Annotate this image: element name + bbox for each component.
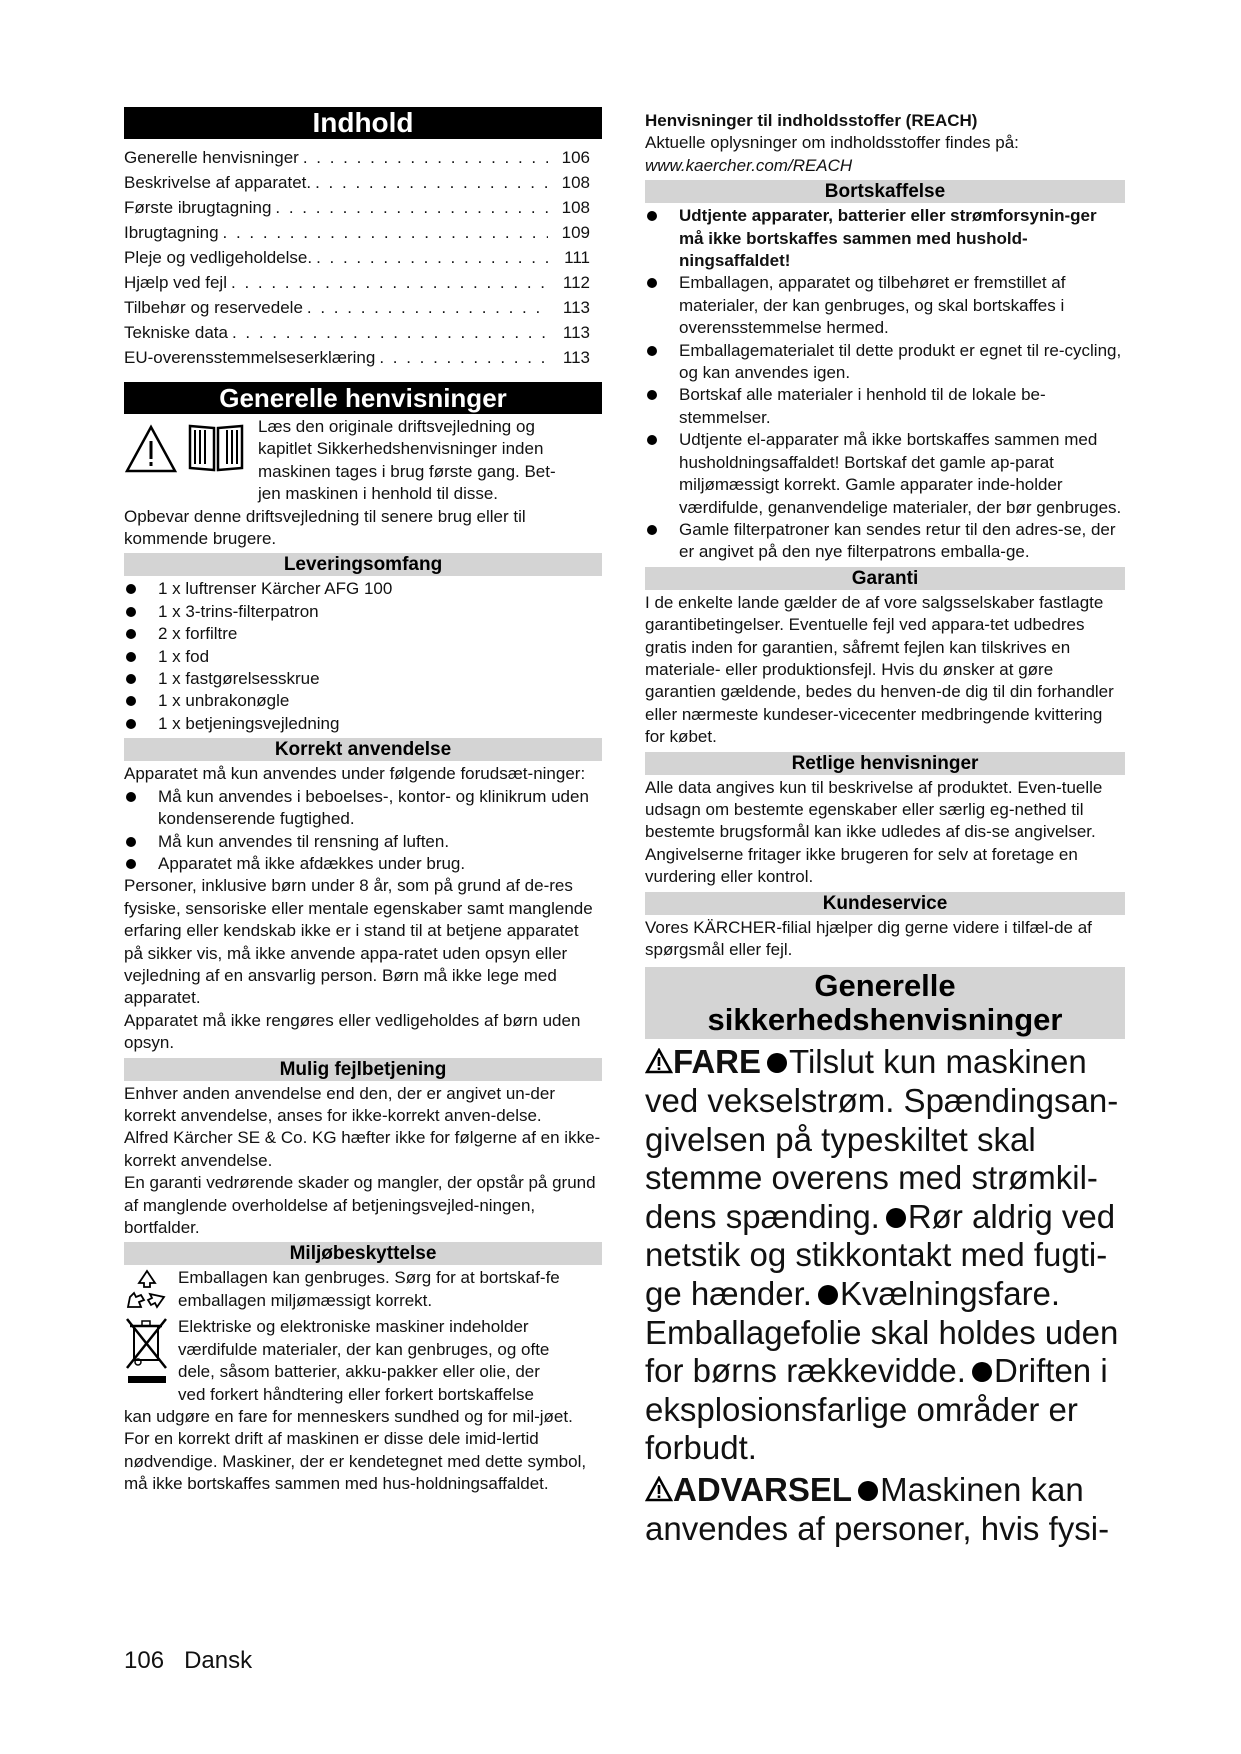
left-column (124, 107, 602, 1496)
reach-link[interactable]: www.kaercher.com/REACH (645, 155, 853, 175)
safety-warning-text: ADVARSEL Maskinen kan anvendes af personer, hvis fysi- (645, 1470, 1110, 1547)
language-label: Dansk (184, 1647, 253, 1674)
recycle-icon (124, 1267, 170, 1311)
misuse-heading: Mulig fejlbetjening (124, 1058, 602, 1081)
intro-line: kapitlet Sikkerhedshenvisninger inden (258, 439, 544, 459)
toc-item[interactable]: EU-overensstemmelseserklæring . . . 113 (124, 345, 590, 370)
list-item: 1 x luftrenser Kärcher AFG 100 (124, 578, 602, 600)
toc-item[interactable]: Pleje og vedligeholdelse. . . . 111 (124, 245, 590, 270)
persons-text: Personer, inklusive børn under 8 år, som på grund af de-res fysiske, sensoriske eller mentale egenskaber samt manglende erfaring eller kendskab ikke er i stand til at betjene apparatet på sikker vis, må ikke anvende appa-ratet uden opsyn eller vejledning af en ansvarlig person. Børn må ikke lege med apparatet. (124, 876, 593, 1008)
scope-heading: Leveringsomfang (124, 553, 602, 576)
correct-use-intro: Apparatet må kun anvendes under følgende forudsæt-ninger: (124, 764, 586, 784)
correct-use-heading: Korrekt anvendelse (124, 738, 602, 761)
toc-item[interactable]: Hjælp ved fejl . . . 112 (124, 270, 590, 295)
children-text: Apparatet må ikke rengøres eller vedligeholdes af børn uden opsyn. (124, 1010, 581, 1053)
intro-line: maskinen tages i brug første gang. Bet- (258, 461, 556, 481)
list-item: Udtjente apparater, batterier eller strømforsynin-ger må ikke bortskaffes sammen med hushold-ningsaffaldet! (645, 205, 1125, 272)
legal-text: Alle data angives kun til beskrivelse af produktet. Even-tuelle udsagn om bestemte egenskaber eller særlig eg-nethed til bestemte brugsformål kan ikke udledes af dis-se angivelser. Angivelserne fritager ikke brugeren for selv at foretage en vurdering eller kontrol. (645, 777, 1103, 887)
disposal-heading: Bortskaffelse (645, 180, 1125, 203)
list-item: 1 x betjeningsvejledning (124, 713, 602, 735)
environment-heading: Miljøbeskyttelse (124, 1242, 602, 1265)
recycle-note (124, 1267, 602, 1316)
manual-book-icon (186, 420, 246, 474)
disposal-list (645, 205, 1125, 564)
list-item: Udtjente el-apparater må ikke bortskaffes sammen med husholdningsaffaldet! Bortskaf det gamle ap-parat miljømæssigt korrekt. Gamle apparater inde-holder værdifulde, genanvendelige materialer, der bør genbruges. (645, 429, 1125, 519)
list-item: Emballagen, apparatet og tilbehøret er fremstillet af materialer, der kan genbruges, og skal bortskaffes i overensstemmelse hermed. (645, 272, 1125, 339)
warranty-text: I de enkelte lande gælder de af vore salgsselskaber fastlagte garantibetingelser. Eventuelle fejl ved appara-tet udbedres gratis inden for garantien, såfremt fejlen kan tilskrives en materiale- eller produktionsfejl. Hvis du ønsker at gøre garantien gældende, bedes du henven-de dig til din forhandler eller nærmeste kundeser-vicecenter medbringende kvittering for købet. (645, 592, 1114, 747)
warranty-heading: Garanti (645, 567, 1125, 590)
toc-item[interactable]: Beskrivelse af apparatet. . . . 108 (124, 170, 590, 195)
liability-text: Alfred Kärcher SE & Co. KG hæfter ikke for følgerne af en ikke-korrekt anvendelse. (124, 1128, 601, 1170)
list-item: 1 x unbrakonøgle (124, 690, 602, 712)
list-item: Må kun anvendes til rensning af luften. (124, 831, 602, 853)
correct-use-list (124, 786, 602, 876)
toc-item[interactable]: Første ibrugtagning . . . 108 (124, 195, 590, 220)
list-item: Bortskaf alle materialer i henhold til de lokale be-stemmelser. (645, 384, 1125, 429)
list-item: Emballagematerialet til dette produkt er egnet til re-cycling, og kan anvendes igen. (645, 340, 1125, 385)
list-item: 1 x 3-trins-filterpatron (124, 601, 602, 623)
general-heading: Generelle henvisninger (124, 382, 602, 414)
page-footer (124, 1647, 252, 1675)
warning-triangle-icon (645, 1476, 673, 1502)
intro-line: Læs den originale driftsvejledning og (258, 417, 535, 436)
crossed-bin-icon (124, 1316, 170, 1388)
storage-text: Opbevar denne driftsvejledning til senere brug eller til kommende brugere. (124, 506, 526, 549)
page-number: 106 (124, 1647, 165, 1674)
toc-item[interactable]: Tilbehør og reservedele . . . 113 (124, 295, 590, 320)
safety-danger-text: FARE Tilslut kun maskinen ved vekselstrøm. Spændingsan-givelsen på typeskiltet skal stemme overens med strømkil-dens spænding. Rør aldrig ved netstik og stikkontakt med fugti-ge hænder. Kvælningsfare. Emballagefolie skal holdes uden for børns rækkevidde. Driften i eksplosionsfarlige områder er forbudt. (645, 1043, 1119, 1467)
warranty-void-text: En garanti vedrørende skader og mangler, der opstår på grund af manglende overholdelse af betjeningsvejled-ningen, bortfalder. (124, 1173, 596, 1237)
toc-item[interactable]: Ibrugtagning . . . 109 (124, 220, 590, 245)
right-column (645, 110, 1125, 1548)
weee-note: Elektriske og elektroniske maskiner indeholder værdifulde materialer, der kan genbruges, og ofte dele, såsom batterier, akku-pakker eller olie, der ved forkert håndtering eller forkert bortskaffelse (124, 1316, 602, 1406)
intro-line: jen maskinen i henhold til disse. (258, 484, 499, 504)
scope-list (124, 578, 602, 735)
safety-heading: Generelle sikkerhedshenvisninger (645, 967, 1125, 1039)
weee-text: kan udgøre en fare for menneskers sundhed og for mil-jøet. For en korrekt drift af maskinen er disse dele imid-lertid nødvendige. Maskiner, der er kendetegnet med dette symbol, må ikke bortskaffes sammen med hus-holdningsaffaldet. (124, 1407, 587, 1494)
danger-label: FARE (673, 1043, 762, 1081)
toc-item[interactable]: Tekniske data . . . 113 (124, 320, 590, 345)
toc-item[interactable]: Generelle henvisninger . . . 106 (124, 145, 590, 170)
list-item: 2 x forfiltre (124, 623, 602, 645)
recycle-text: Emballagen kan genbruges. Sørg for at bortskaf-fe emballagen miljømæssigt korrekt. (178, 1268, 560, 1310)
service-heading: Kundeservice (645, 892, 1125, 915)
list-item: 1 x fastgørelsesskrue (124, 668, 602, 690)
table-of-contents (124, 145, 590, 370)
list-item: Apparatet må ikke afdækkes under brug. (124, 853, 602, 875)
list-item: Må kun anvendes i beboelses-, kontor- og klinikrum uden kondenserende fugtighed. (124, 786, 602, 831)
misuse-text: Enhver anden anvendelse end den, der er angivet un-der korrekt anvendelse, anses for ikke-korrekt anven-delse. (124, 1083, 555, 1125)
danger-triangle-icon (645, 1048, 673, 1074)
warning-triangle-icon (124, 424, 178, 474)
list-item: 1 x fod (124, 646, 602, 668)
general-intro (124, 416, 602, 506)
toc-title: Indhold (124, 107, 602, 139)
reach-text: Aktuelle oplysninger om indholdsstoffer findes på: (645, 133, 1019, 153)
legal-heading: Retlige henvisninger (645, 752, 1125, 775)
warning-label: ADVARSEL (673, 1470, 853, 1508)
reach-heading: Henvisninger til indholdsstoffer (REACH) (645, 111, 978, 130)
list-item: Gamle filterpatroner kan sendes retur til den adres-se, der er angivet på den nye filterpatrons emballa-ge. (645, 519, 1125, 564)
service-text: Vores KÄRCHER-filial hjælper dig gerne videre i tilfæl-de af spørgsmål eller fejl. (645, 917, 1092, 959)
